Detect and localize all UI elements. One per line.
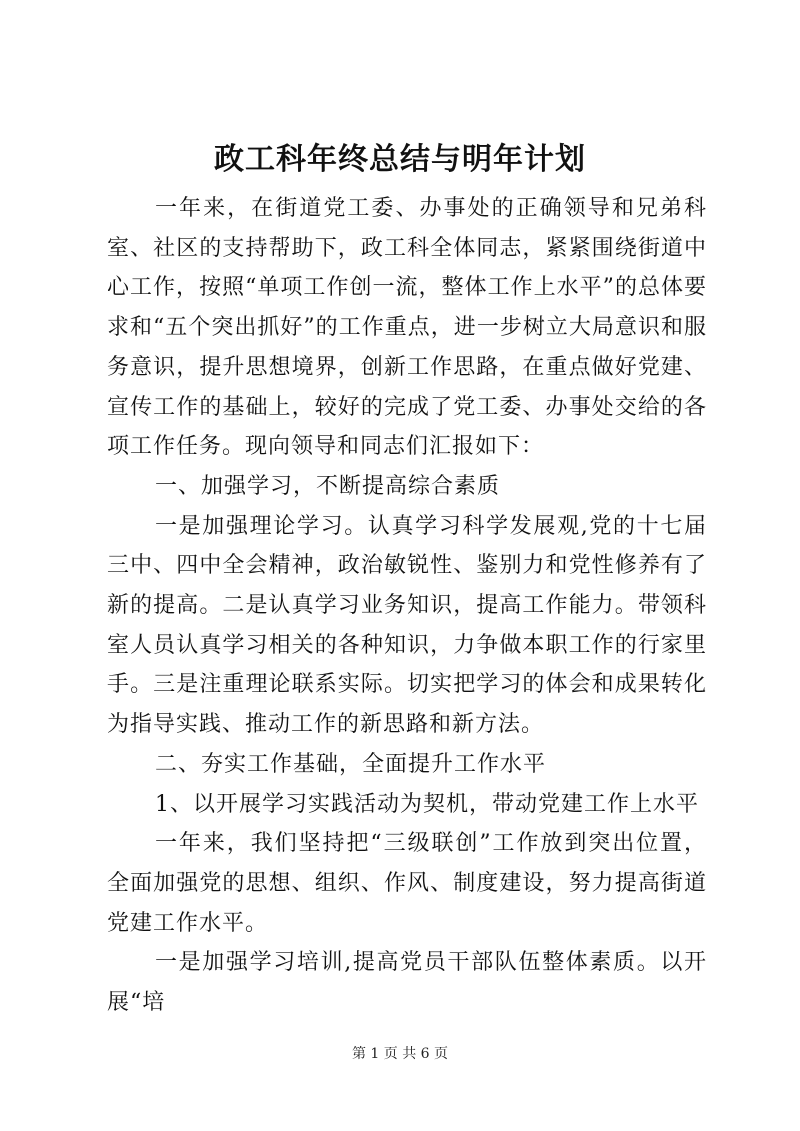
party-building-paragraph: 一年来，我们坚持把“三级联创”工作放到突出位置，全面加强党的思想、组织、作风、制度建设，努力提高街道党建工作水平。 <box>107 831 707 936</box>
study-paragraph: 一是加强理论学习。认真学习科学发展观,党的十七届三中、四中全会精神，政治敏锐性、鉴别力和党性修养有了新的提高。二是认真学习业务知识，提高工作能力。带领科室人员认真学习相关的各种知识，力争做本职工作的行家里手。三是注重理论联系实际。切实把学习的体会和成果转化为指导实践、推动工作的新思路和新方法。 <box>107 513 707 738</box>
training-paragraph: 一是加强学习培训,提高党员干部队伍整体素质。以开展“培 <box>107 950 707 1016</box>
section-heading-2: 二、夯实工作基础，全面提升工作水平 <box>155 751 547 777</box>
document-body <box>107 189 707 1023</box>
subsection-heading-1: 1、以开展学习实践活动为契机，带动党建工作上水平 <box>155 791 699 817</box>
intro-paragraph: 一年来，在街道党工委、办事处的正确领导和兄弟科室、社区的支持帮助下，政工科全体同志，紧紧围绕街道中心工作，按照“单项工作创一流，整体工作上水平”的总体要求和“五个突出抓好”的工作重点，进一步树立大局意识和服务意识，提升思想境界，创新工作思路，在重点做好党建、宣传工作的基础上，较好的完成了党工委、办事处交给的各项工作任务。现向领导和同志们汇报如下： <box>107 196 707 460</box>
page-title: 政工科年终总结与明年计划 <box>214 142 586 177</box>
page-number-footer: 第 1 页 共 6 页 <box>351 1046 449 1062</box>
section-heading-1: 一、加强学习，不断提高综合素质 <box>155 473 501 499</box>
